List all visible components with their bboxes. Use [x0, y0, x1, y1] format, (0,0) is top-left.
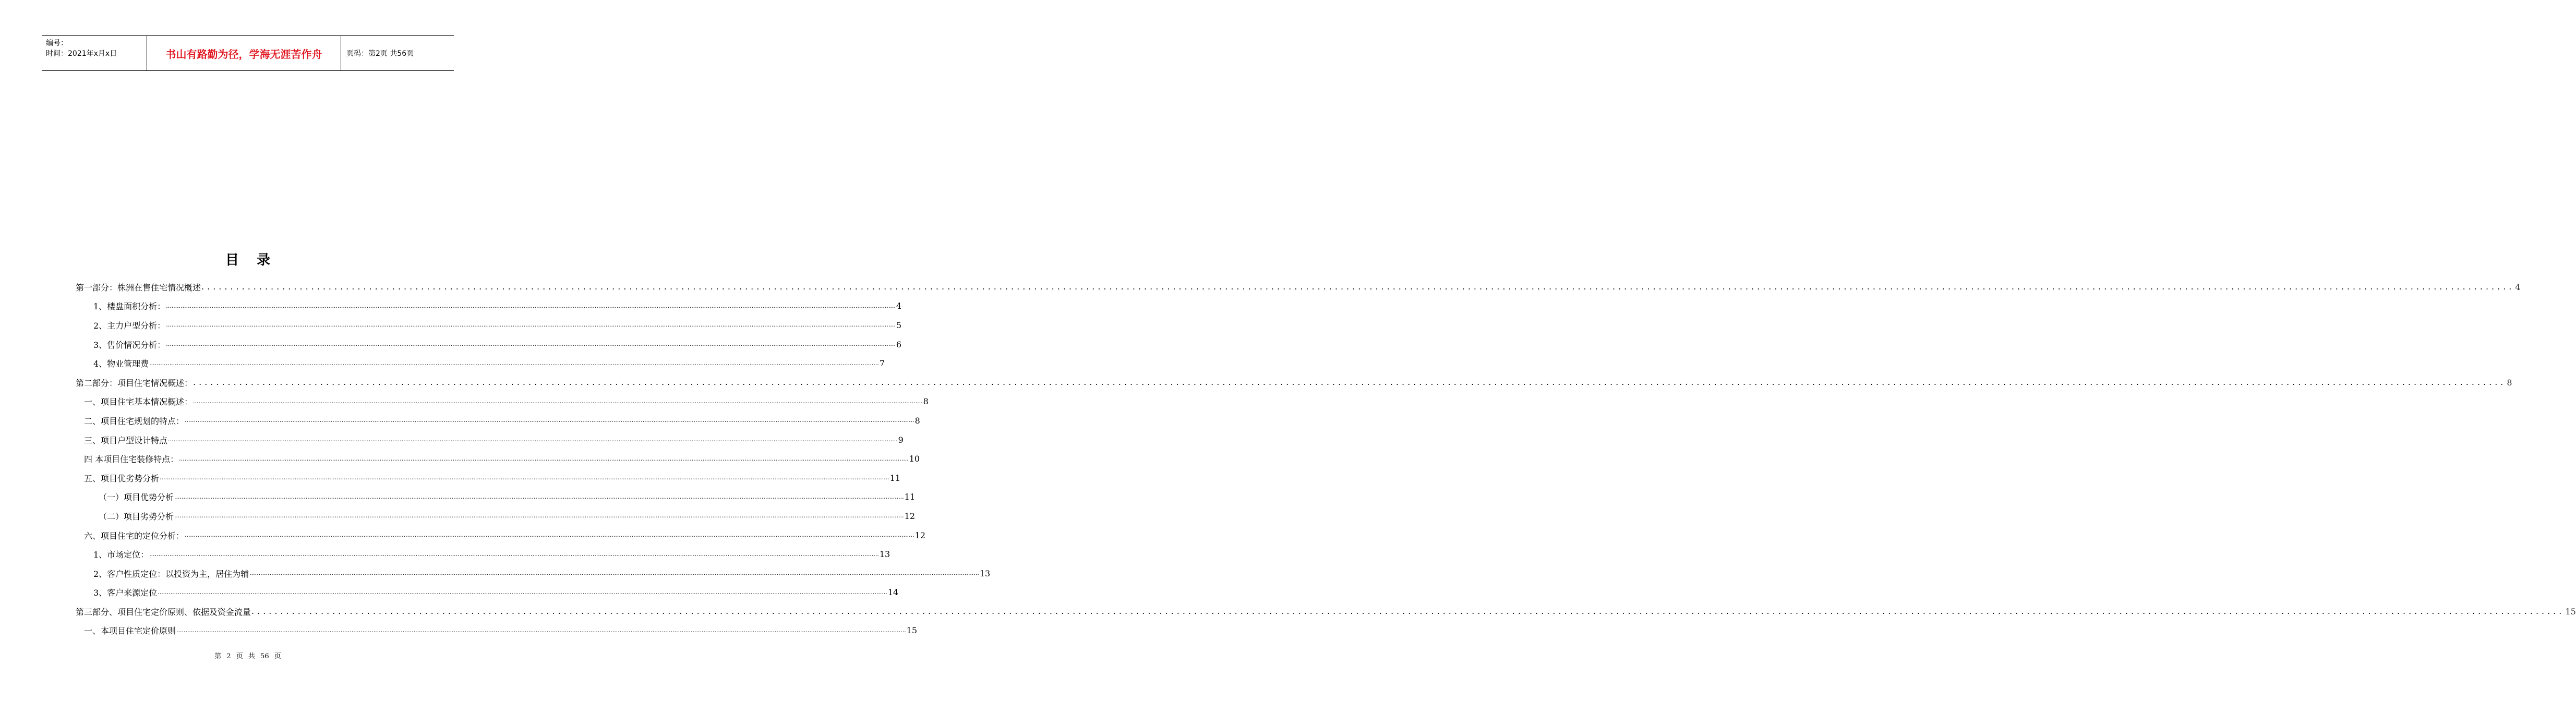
- toc-entry-label: 一、项目住宅基本情况概述：: [84, 397, 193, 407]
- toc-leader-dots: ................................................................................................................................................................................................................................................................................................................................................................................................................: [166, 341, 896, 348]
- toc-leader-dots: ................................................................................................................................................................................................................................................................................................................................................................................................................: [249, 570, 979, 577]
- toc-entry-page: 14: [887, 587, 899, 598]
- toc-entry-page: 6: [896, 339, 902, 349]
- table-of-contents: [76, 277, 2576, 640]
- toc-entry-page: 4: [2515, 282, 2521, 292]
- page-footer: 第 2 页 共 56 页: [214, 652, 281, 660]
- toc-entry[interactable]: [76, 354, 885, 373]
- toc-leader-dots: ................................................................................................................................................................................................................................................................................................................................................................................................................: [174, 493, 904, 500]
- toc-leader-dots: ................................................................................................................................................................................................................................................................................................................................................................................................................: [160, 474, 889, 481]
- toc-entry[interactable]: [76, 506, 916, 526]
- toc-leader-dots: ................................................................................................................................................................................................................................................................................................................................................................................................................: [174, 512, 904, 519]
- toc-entry[interactable]: [76, 488, 916, 507]
- toc-entry-label: 五、项目优劣势分析: [84, 473, 160, 484]
- toc-entry-label: 第二部分：项目住宅情况概述：: [76, 378, 193, 388]
- toc-entry[interactable]: [76, 392, 929, 412]
- toc-entry-page: 12: [914, 530, 926, 540]
- toc-leader-dots: ................................................................................................................................................................................................................................................................................................................................................................................................................: [176, 626, 906, 634]
- toc-entry[interactable]: [76, 335, 902, 354]
- toc-entry[interactable]: [76, 583, 899, 602]
- toc-entry[interactable]: [76, 564, 991, 583]
- toc-leader-dots: ................................................................................................................................................................................................................................................................................................................................................................................................................: [166, 321, 896, 329]
- toc-entry-page: 13: [879, 549, 890, 560]
- toc-entry-page: 11: [889, 473, 901, 483]
- toc-entry[interactable]: [76, 430, 904, 450]
- toc-entry-page: 15: [2565, 606, 2576, 617]
- toc-entry-page: 8: [2507, 377, 2512, 388]
- toc-leader-dots: ................................................................................................................................................................................................................................................................................................................................................................................................................: [201, 282, 2515, 292]
- toc-leader-dots: ................................................................................................................................................................................................................................................................................................................................................................................................................: [193, 397, 923, 405]
- toc-entry[interactable]: [76, 297, 902, 316]
- page-header: [42, 35, 454, 71]
- toc-entry-label: 六、项目住宅的定位分析：: [84, 530, 185, 541]
- toc-entry-label: 二、项目住宅规划的特点：: [84, 416, 185, 426]
- toc-leader-dots: ................................................................................................................................................................................................................................................................................................................................................................................................................: [168, 436, 898, 443]
- toc-entry-page: 11: [904, 492, 916, 502]
- toc-entry[interactable]: [76, 373, 2512, 392]
- header-time-label: 时间：2021年x月x日: [46, 50, 117, 58]
- toc-entry-page: 9: [898, 434, 904, 445]
- toc-entry-label: （一）项目优势分析: [99, 492, 174, 503]
- header-motto: 书山有路勤为径，学海无涯苦作舟: [147, 36, 341, 70]
- toc-leader-dots: ................................................................................................................................................................................................................................................................................................................................................................................................................: [251, 606, 2565, 617]
- toc-entry-page: 7: [879, 358, 885, 369]
- header-page-info: 页码：第2页 共56页: [346, 50, 414, 58]
- toc-leader-dots: ................................................................................................................................................................................................................................................................................................................................................................................................................: [193, 377, 2507, 388]
- toc-leader-dots: ................................................................................................................................................................................................................................................................................................................................................................................................................: [179, 455, 909, 462]
- toc-entry-label: 第三部分、项目住宅定价原则、依据及资金流量: [76, 607, 251, 617]
- toc-entry[interactable]: [76, 621, 918, 640]
- toc-entry-page: 8: [923, 396, 929, 407]
- toc-entry-label: 四 本项目住宅装修特点：: [84, 454, 179, 465]
- toc-entry-label: 2、主力户型分析：: [93, 320, 166, 331]
- toc-entry-label: （二）项目劣势分析: [99, 511, 174, 522]
- toc-entry-label: 1、楼盘面积分析：: [93, 301, 166, 312]
- toc-entry-page: 15: [906, 625, 918, 636]
- toc-leader-dots: ................................................................................................................................................................................................................................................................................................................................................................................................................: [149, 550, 879, 558]
- toc-entry-label: 4、物业管理费: [93, 359, 149, 369]
- toc-entry-page: 4: [896, 301, 902, 311]
- toc-entry[interactable]: [76, 316, 902, 335]
- toc-entry-page: 13: [979, 568, 991, 578]
- toc-entry[interactable]: [76, 602, 2576, 621]
- toc-entry-label: 3、客户来源定位: [93, 588, 158, 598]
- toc-leader-dots: ................................................................................................................................................................................................................................................................................................................................................................................................................: [158, 588, 887, 596]
- toc-entry[interactable]: [76, 411, 920, 430]
- toc-leader-dots: ................................................................................................................................................................................................................................................................................................................................................................................................................: [185, 531, 914, 539]
- toc-entry[interactable]: [76, 449, 920, 468]
- toc-title: 目录: [225, 252, 288, 268]
- toc-entry[interactable]: [76, 526, 926, 545]
- toc-leader-dots: ................................................................................................................................................................................................................................................................................................................................................................................................................: [185, 417, 914, 424]
- toc-leader-dots: ................................................................................................................................................................................................................................................................................................................................................................................................................: [166, 302, 896, 309]
- toc-entry-page: 8: [914, 415, 920, 426]
- toc-entry-label: 一、本项目住宅定价原则: [84, 626, 176, 636]
- toc-entry-page: 5: [896, 320, 902, 330]
- toc-entry[interactable]: [76, 277, 2521, 297]
- toc-entry-label: 1、市场定位：: [93, 550, 149, 560]
- toc-entry-page: 10: [909, 454, 920, 464]
- toc-entry[interactable]: [76, 468, 901, 488]
- toc-entry-page: 12: [904, 511, 916, 521]
- toc-entry[interactable]: [76, 545, 890, 564]
- toc-leader-dots: ................................................................................................................................................................................................................................................................................................................................................................................................................: [149, 359, 879, 367]
- header-meta: [42, 36, 147, 70]
- toc-entry-label: 三、项目户型设计特点: [84, 435, 168, 445]
- toc-entry-label: 3、售价情况分析：: [93, 340, 166, 350]
- toc-entry-label: 第一部分：株洲在售住宅情况概述: [76, 282, 201, 293]
- toc-entry-label: 2、客户性质定位：以投资为主，居住为辅: [93, 569, 249, 579]
- header-number-label: 编号：: [46, 39, 68, 47]
